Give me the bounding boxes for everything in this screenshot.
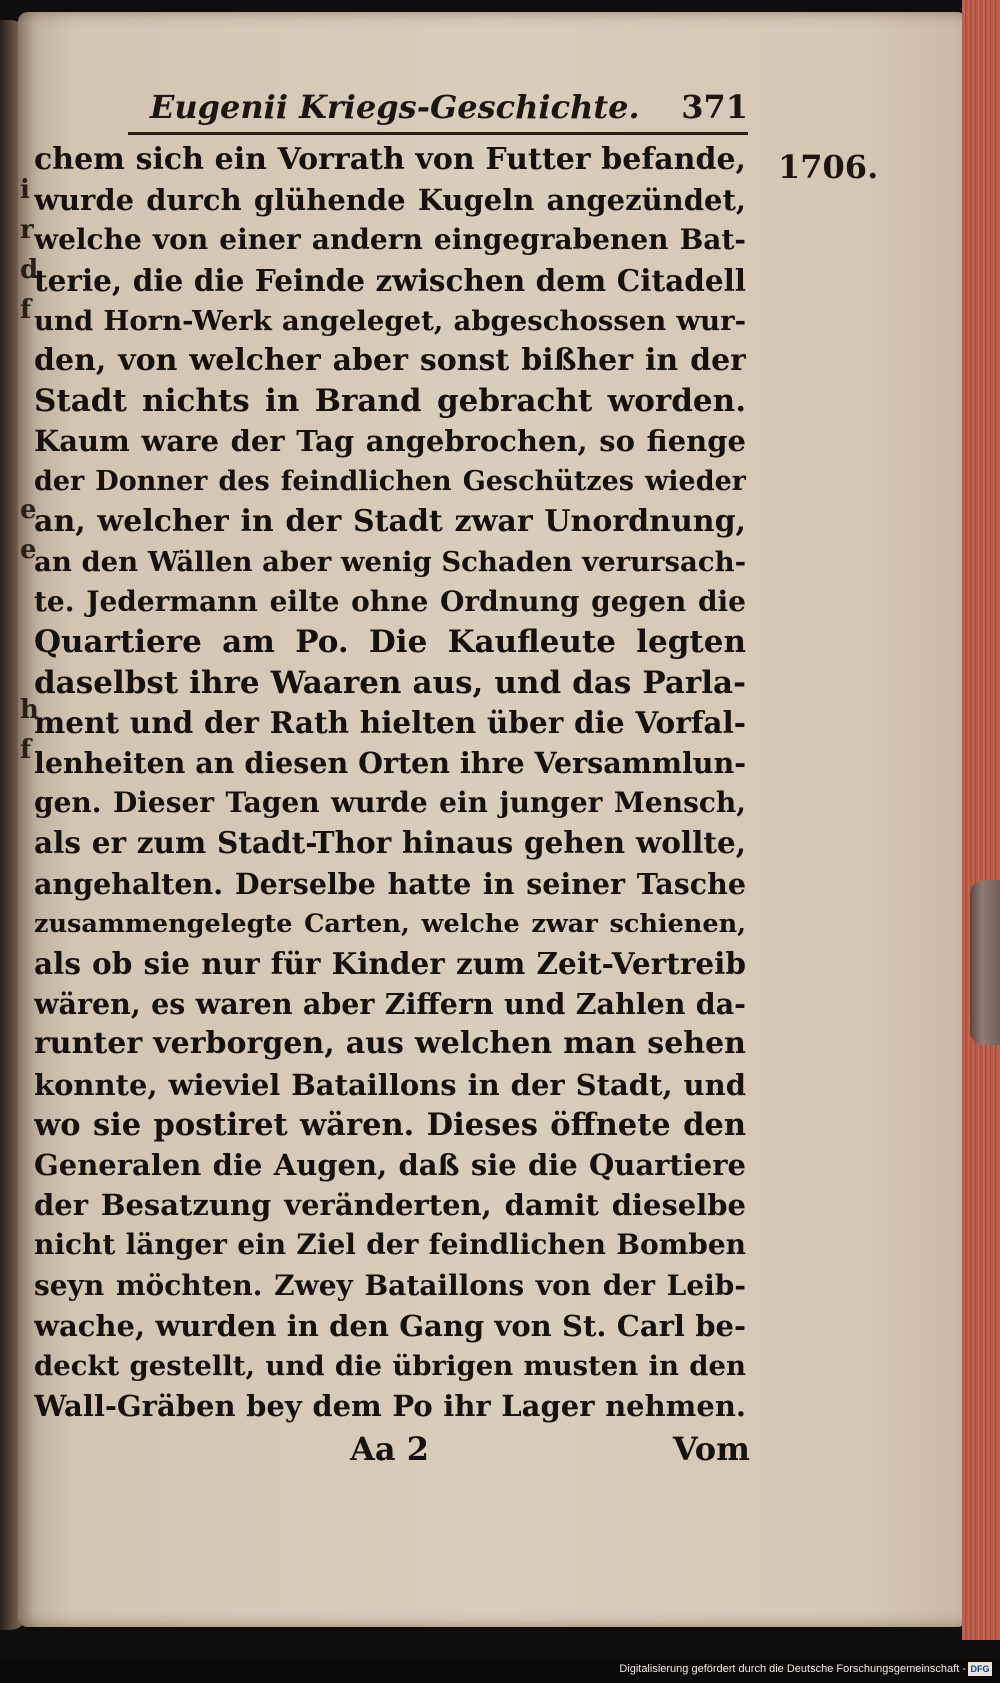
text-line: wo sie postiret wären. Dieses öffnete den [34, 1106, 746, 1143]
page-clip [970, 880, 1000, 1045]
text-line: wären, es waren aber Ziffern und Zahlen da- [34, 987, 746, 1022]
page-header [128, 88, 748, 134]
text-line: nicht länger ein Ziel der feindlichen Bomben [34, 1228, 746, 1262]
text-line: welche von einer andern eingegrabenen Bat- [34, 223, 746, 257]
text-line: der Besatzung veränderten, damit dieselbe [34, 1188, 746, 1223]
text-line: daselbst ihre Waaren aus, und das Parla- [34, 664, 746, 701]
catchword: Vom [672, 1430, 750, 1468]
header-rule [128, 132, 748, 135]
page-number: 371 [681, 88, 748, 126]
signature-mark: Aa 2 [350, 1430, 429, 1468]
red-page-edges [962, 0, 1000, 1640]
text-line: konnte, wieviel Bataillons in der Stadt, und [34, 1067, 746, 1102]
text-line: Quartiere am Po. Die Kaufleute legten [34, 624, 746, 661]
text-line: an den Wällen aber wenig Schaden verursach- [34, 546, 746, 579]
text-line: deckt gestellt, und die übrigen musten in den [34, 1350, 746, 1383]
text-line: angehalten. Derselbe hatte in seiner Tasche [34, 866, 746, 901]
text-line: runter verborgen, aus welchen man sehen [34, 1026, 746, 1062]
dfg-logo-icon: DFG [968, 1662, 992, 1676]
text-line: Kaum ware der Tag angebrochen, so fienge [34, 424, 746, 459]
text-line: seyn möchten. Zwey Bataillons von der Leib- [34, 1268, 746, 1302]
margin-year: 1706. [778, 148, 879, 186]
text-line: Generalen die Augen, daß sie die Quartiere [34, 1148, 746, 1183]
text-line: zusammengelegte Carten, welche zwar schienen, [34, 908, 746, 939]
running-head: Eugenii Kriegs-Geschichte. [150, 88, 640, 126]
text-line: chem sich ein Vorrath von Futter befande, [34, 142, 746, 177]
text-line: Stadt nichts in Brand gebracht worden. [34, 383, 746, 420]
text-line: den, von welcher aber sonst bißher in der [34, 343, 746, 379]
text-line: wache, wurden in den Gang von St. Carl be- [34, 1308, 746, 1343]
text-line: als ob sie nur für Kinder zum Zeit-Vertreib [34, 946, 746, 982]
text-line: terie, die die Feinde zwischen dem Citadell [34, 262, 746, 298]
text-line: an, welcher in der Stadt zwar Unordnung, [34, 503, 746, 539]
text-line: als er zum Stadt-Thor hinaus gehen wollte, [34, 825, 746, 861]
text-line: wurde durch glühende Kugeln angezündet, [34, 183, 746, 218]
text-line: und Horn-Werk angeleget, abgeschossen wur- [34, 304, 746, 337]
credit-text: Digitalisierung gefördert durch die Deutsche Forschungsgemeinschaft - [619, 1663, 966, 1675]
page-footer [350, 1430, 750, 1480]
text-line: ment und der Rath hielten über die Vorfal- [34, 704, 746, 740]
text-line: lenheiten an diesen Orten ihre Versammlun- [34, 746, 746, 781]
credit-bar [0, 1658, 1000, 1683]
text-line: gen. Dieser Tagen wurde ein junger Mensch, [34, 786, 746, 820]
text-line: der Donner des feindlichen Geschützes wieder [34, 465, 746, 497]
body-text [34, 140, 746, 1427]
text-line: te. Jedermann eilte ohne Ordnung gegen die [34, 585, 746, 619]
text-line: Wall-Gräben bey dem Po ihr Lager nehmen. [34, 1389, 746, 1424]
